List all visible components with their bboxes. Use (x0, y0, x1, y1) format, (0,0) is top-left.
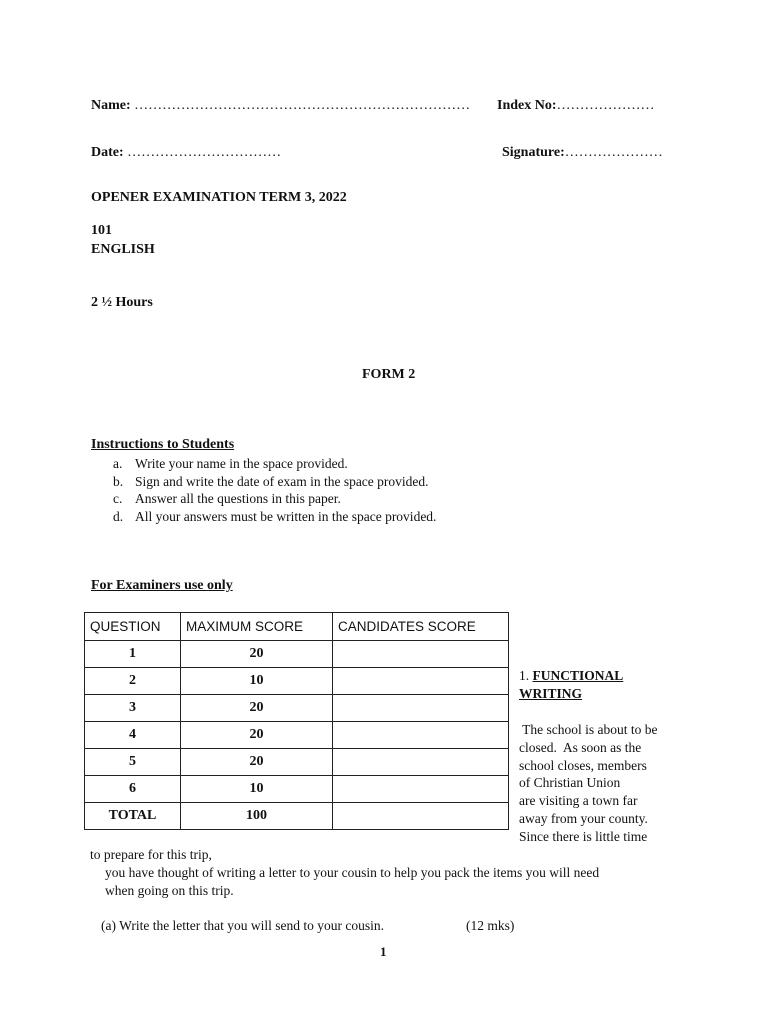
section-title-line1: FUNCTIONAL (532, 668, 624, 683)
question-cell: 6 (85, 776, 181, 803)
table-row (85, 641, 509, 668)
table-total-row (85, 803, 509, 830)
instruction-text: Answer all the questions in this paper. (135, 491, 341, 506)
instructions-heading: Instructions to Students (91, 437, 235, 452)
question-cell: 2 (85, 668, 181, 695)
side-line: of Christian Union (519, 775, 621, 790)
total-score-cell[interactable] (333, 803, 509, 830)
paper-code: 101 (91, 223, 112, 238)
instruction-item (113, 455, 436, 473)
table-row (85, 776, 509, 803)
question-a (101, 917, 384, 935)
total-label-cell: TOTAL (85, 803, 181, 830)
signature-dots: ………………… (564, 145, 663, 160)
instruction-letter: b. (113, 473, 124, 489)
index-dots: ………………… (556, 98, 655, 113)
max-score-cell: 20 (181, 641, 333, 668)
section-title-line2: WRITING (519, 686, 583, 701)
side-line: Since there is little time (519, 829, 648, 844)
side-line: away from your county. (519, 811, 648, 826)
candidate-score-cell[interactable] (333, 722, 509, 749)
date-dots: …………………………… (127, 145, 282, 160)
side-line: school closes, members (519, 758, 647, 773)
score-table (84, 612, 509, 830)
table-header-row (85, 613, 509, 641)
exam-duration: 2 ½ Hours (91, 295, 153, 310)
date-label: Date: (91, 145, 124, 160)
examiners-heading: For Examiners use only (91, 578, 233, 593)
side-line: The school is about to be (519, 722, 658, 737)
instruction-text: Write your name in the space provided. (135, 456, 348, 471)
paragraph-line: you have thought of writing a letter to your cousin to help you pack the items you will need (105, 865, 600, 880)
instruction-item (113, 490, 436, 508)
side-line: closed. As soon as the (519, 740, 642, 755)
candidate-score-cell[interactable] (333, 641, 509, 668)
candidate-score-cell[interactable] (333, 749, 509, 776)
paragraph-line: to prepare for this trip, (90, 847, 212, 862)
side-line: are visiting a town far (519, 793, 638, 808)
index-field (497, 98, 655, 114)
question-a-text: Write the letter that you will send to your cousin. (119, 918, 385, 933)
exam-title: OPENER EXAMINATION TERM 3, 2022 (91, 190, 347, 205)
form-level: FORM 2 (362, 367, 416, 382)
date-field (91, 145, 281, 161)
total-max-cell: 100 (181, 803, 333, 830)
candidate-score-cell[interactable] (333, 668, 509, 695)
candidate-score-cell[interactable] (333, 695, 509, 722)
name-label: Name: (91, 98, 131, 113)
question-cell: 3 (85, 695, 181, 722)
column-header-max-score: MAXIMUM SCORE (181, 613, 333, 641)
page-number: 1 (380, 944, 387, 959)
name-field (91, 98, 470, 114)
column-header-candidate-score: CANDIDATES SCORE (333, 613, 509, 641)
table-row (85, 695, 509, 722)
instruction-item (113, 508, 436, 526)
name-dots: ……………………………………………………………… (134, 98, 471, 113)
table-row (85, 722, 509, 749)
candidate-score-cell[interactable] (333, 776, 509, 803)
question-cell: 1 (85, 641, 181, 668)
subject-name: ENGLISH (91, 242, 155, 257)
instruction-letter: d. (113, 508, 124, 524)
instructions-list (113, 455, 436, 525)
paragraph-line: when going on this trip. (105, 883, 234, 898)
section-number: 1. (519, 668, 530, 683)
max-score-cell: 10 (181, 776, 333, 803)
signature-label: Signature: (502, 145, 565, 160)
instruction-letter: a. (113, 456, 123, 471)
instruction-text: Sign and write the date of exam in the space provided. (135, 473, 429, 489)
table-row (85, 749, 509, 776)
column-header-question: QUESTION (85, 613, 181, 641)
instruction-letter: c. (113, 491, 123, 506)
max-score-cell: 20 (181, 749, 333, 776)
question-cell: 4 (85, 722, 181, 749)
section-title (519, 667, 623, 685)
instruction-text: All your answers must be written in the space provided. (135, 508, 437, 524)
instruction-item (113, 473, 436, 491)
signature-field (502, 145, 663, 161)
question-a-label: (a) (101, 918, 116, 933)
table-row (85, 668, 509, 695)
question-cell: 5 (85, 749, 181, 776)
max-score-cell: 10 (181, 668, 333, 695)
max-score-cell: 20 (181, 695, 333, 722)
max-score-cell: 20 (181, 722, 333, 749)
index-label: Index No: (497, 98, 557, 113)
question-a-marks: (12 mks) (466, 918, 515, 933)
